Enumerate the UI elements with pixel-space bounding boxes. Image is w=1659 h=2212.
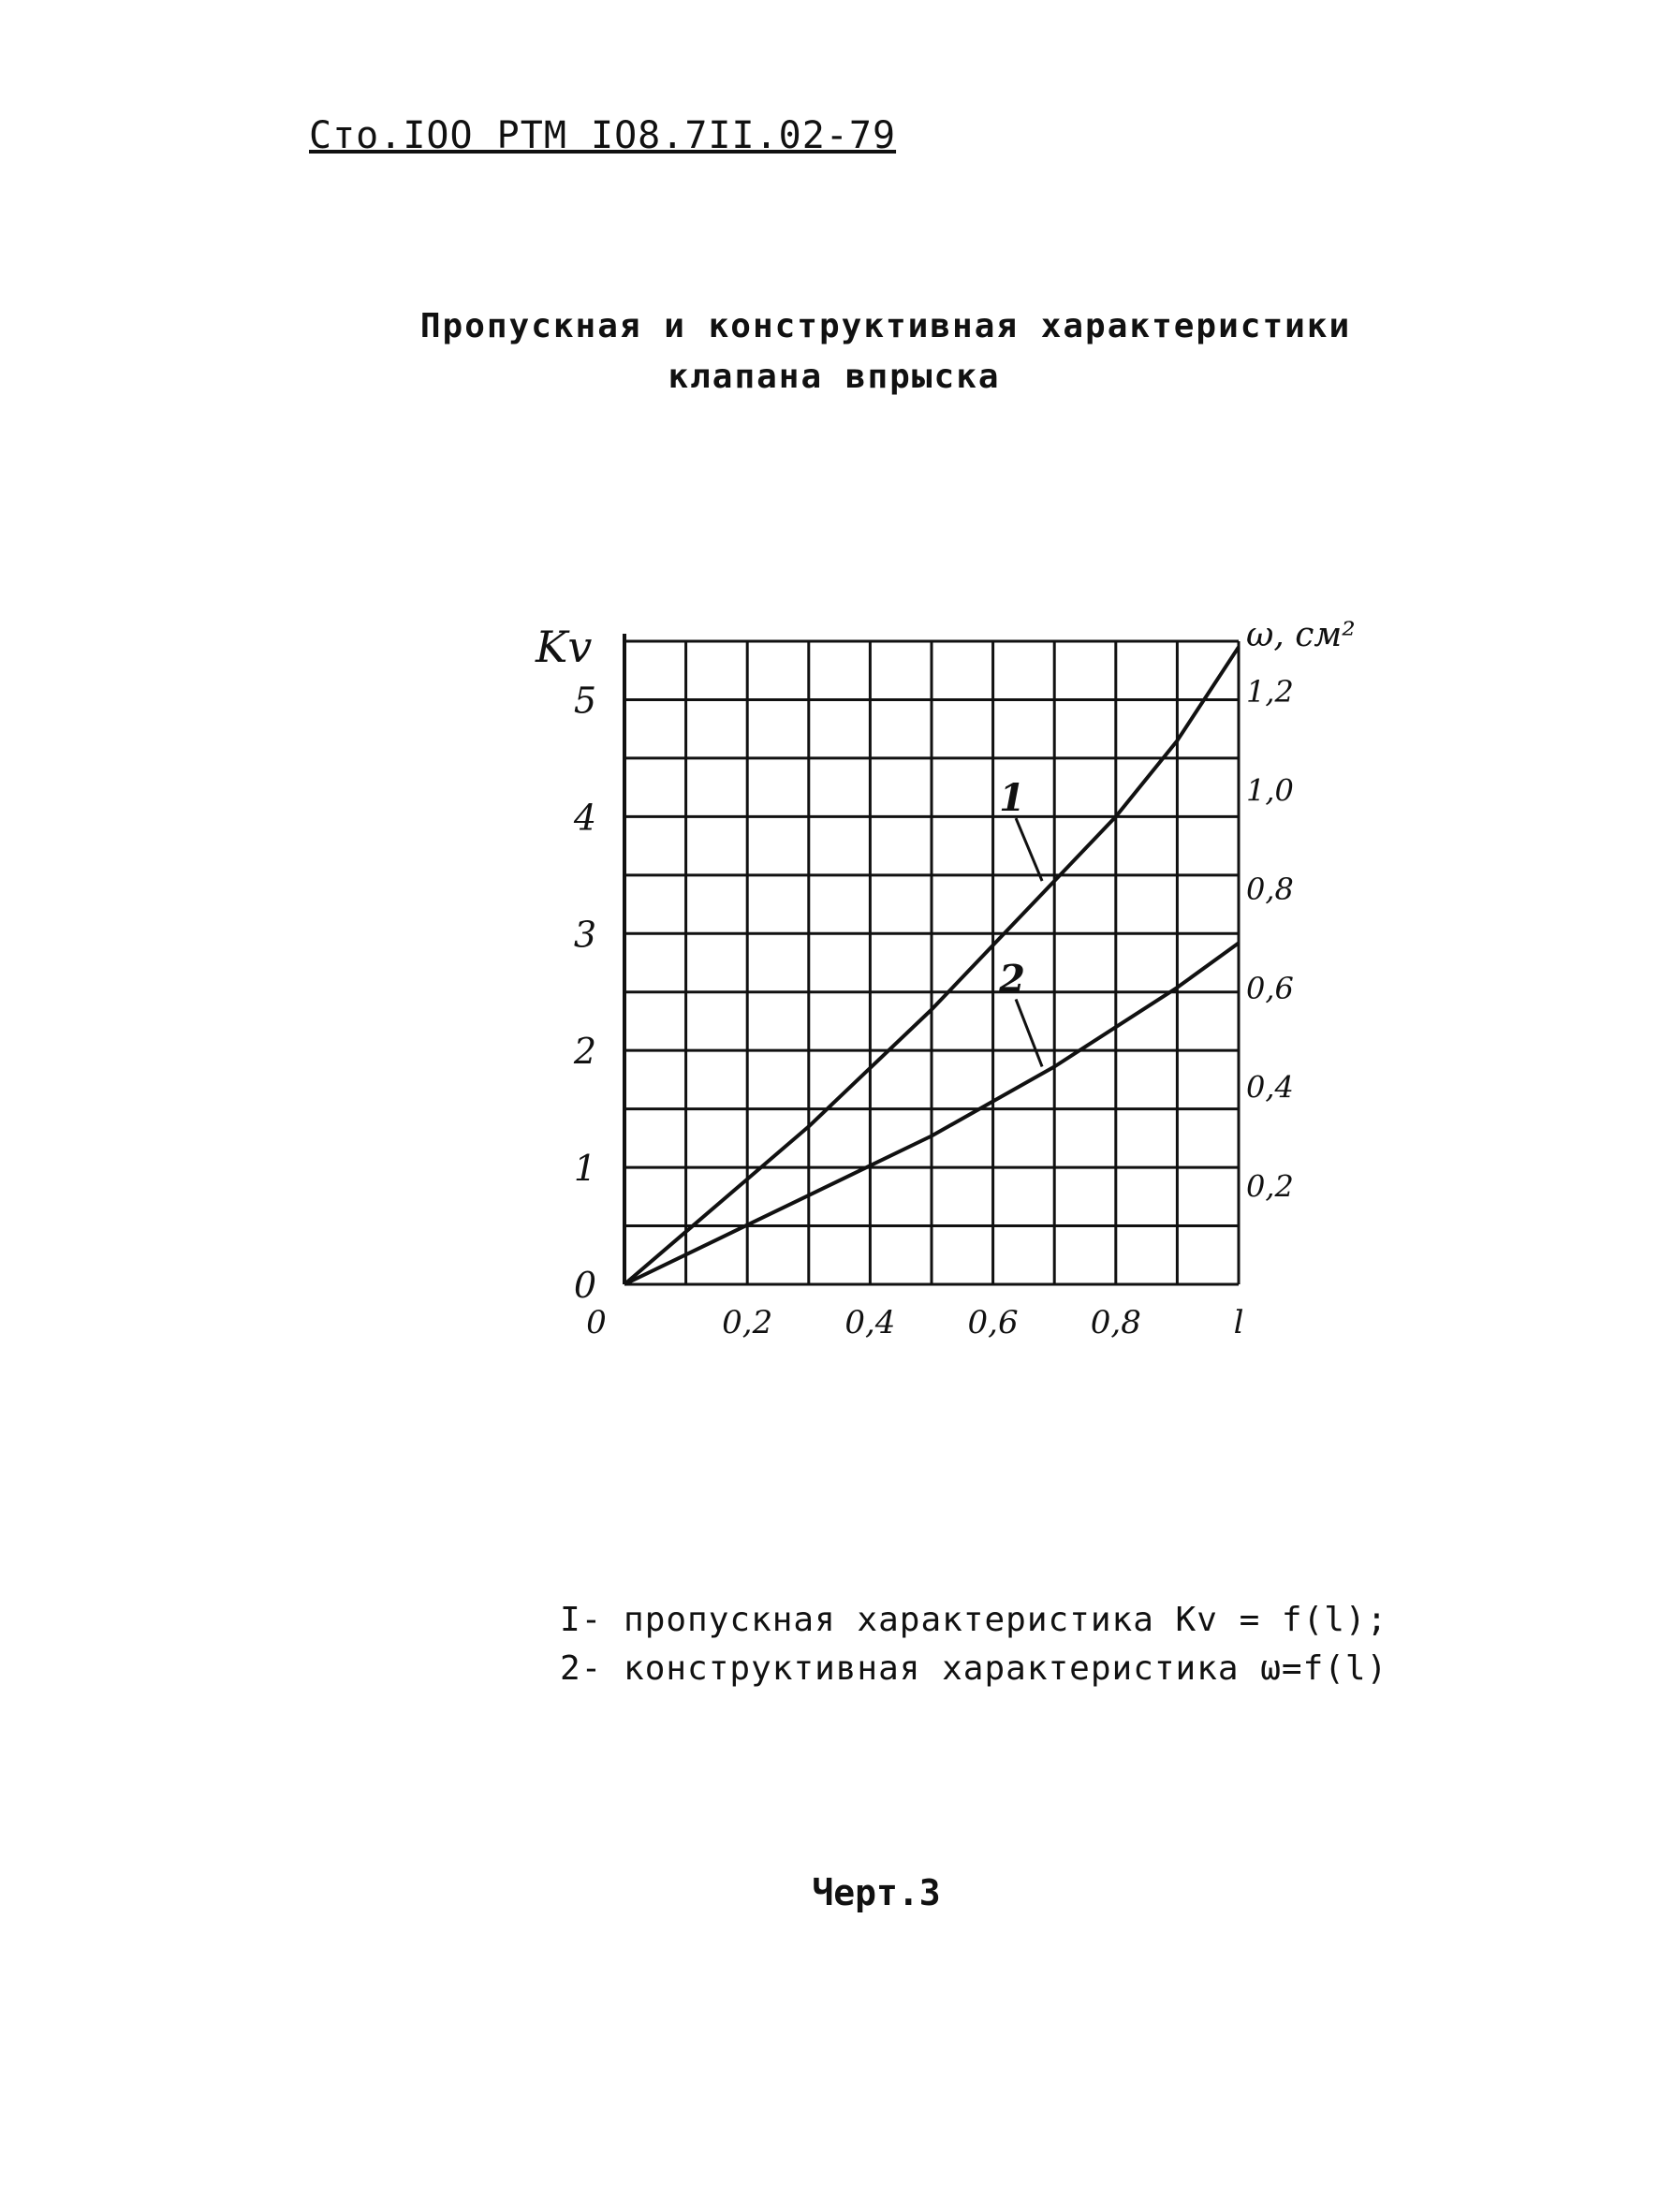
y-tick-label-right: 0,6 bbox=[1246, 970, 1294, 1006]
y-tick-label-right: 0,8 bbox=[1246, 872, 1294, 908]
chart-grid bbox=[624, 634, 1239, 1284]
y-tick-label-right: 0,4 bbox=[1246, 1069, 1294, 1106]
x-tick-label: 0 bbox=[586, 1304, 607, 1341]
y-tick-label-right: 1,2 bbox=[1246, 673, 1294, 710]
x-tick-label: 0,6 bbox=[967, 1304, 1019, 1341]
y-tick-label-left: 1 bbox=[573, 1148, 596, 1190]
document-reference: Сто.IOO РТМ IO8.7II.02-79 bbox=[309, 114, 897, 157]
legend-item-1: I- пропускная характеристика Kv = f(l); bbox=[560, 1601, 1388, 1639]
legend-item-2: 2- конструктивная характеристика ω=f(l) bbox=[560, 1649, 1388, 1688]
x-tick-label: 0,4 bbox=[844, 1304, 896, 1341]
y-tick-label-left: 4 bbox=[573, 797, 596, 839]
series-leader-1 bbox=[1016, 818, 1042, 881]
y-tick-label-left: 5 bbox=[573, 680, 596, 722]
x-tick-label: 0,2 bbox=[722, 1304, 773, 1341]
y-tick-label-left: 3 bbox=[573, 914, 596, 956]
y-tick-label-left: 2 bbox=[573, 1031, 596, 1073]
series-label-2: 2 bbox=[999, 957, 1025, 1002]
series-label-1: 1 bbox=[999, 776, 1025, 821]
figure-caption: Черт.3 bbox=[812, 1872, 941, 1913]
x-tick-label: l bbox=[1233, 1304, 1244, 1341]
chart-title-line-1: Пропускная и конструктивная характеристики bbox=[419, 307, 1352, 345]
y-axis-label-right: ω, см² bbox=[1246, 615, 1356, 654]
series-leader-2 bbox=[1016, 999, 1042, 1066]
y-tick-label-right: 0,2 bbox=[1246, 1168, 1294, 1205]
y-axis-label-left: Kv bbox=[536, 622, 593, 672]
chart-labels bbox=[535, 616, 1356, 1341]
y-tick-label-right: 1,0 bbox=[1246, 772, 1294, 809]
chart bbox=[524, 599, 1356, 1442]
chart-title-line-2: клапана впрыска bbox=[668, 358, 1001, 396]
x-tick-label: 0,8 bbox=[1090, 1304, 1141, 1341]
y-tick-label-left: 0 bbox=[573, 1265, 596, 1306]
